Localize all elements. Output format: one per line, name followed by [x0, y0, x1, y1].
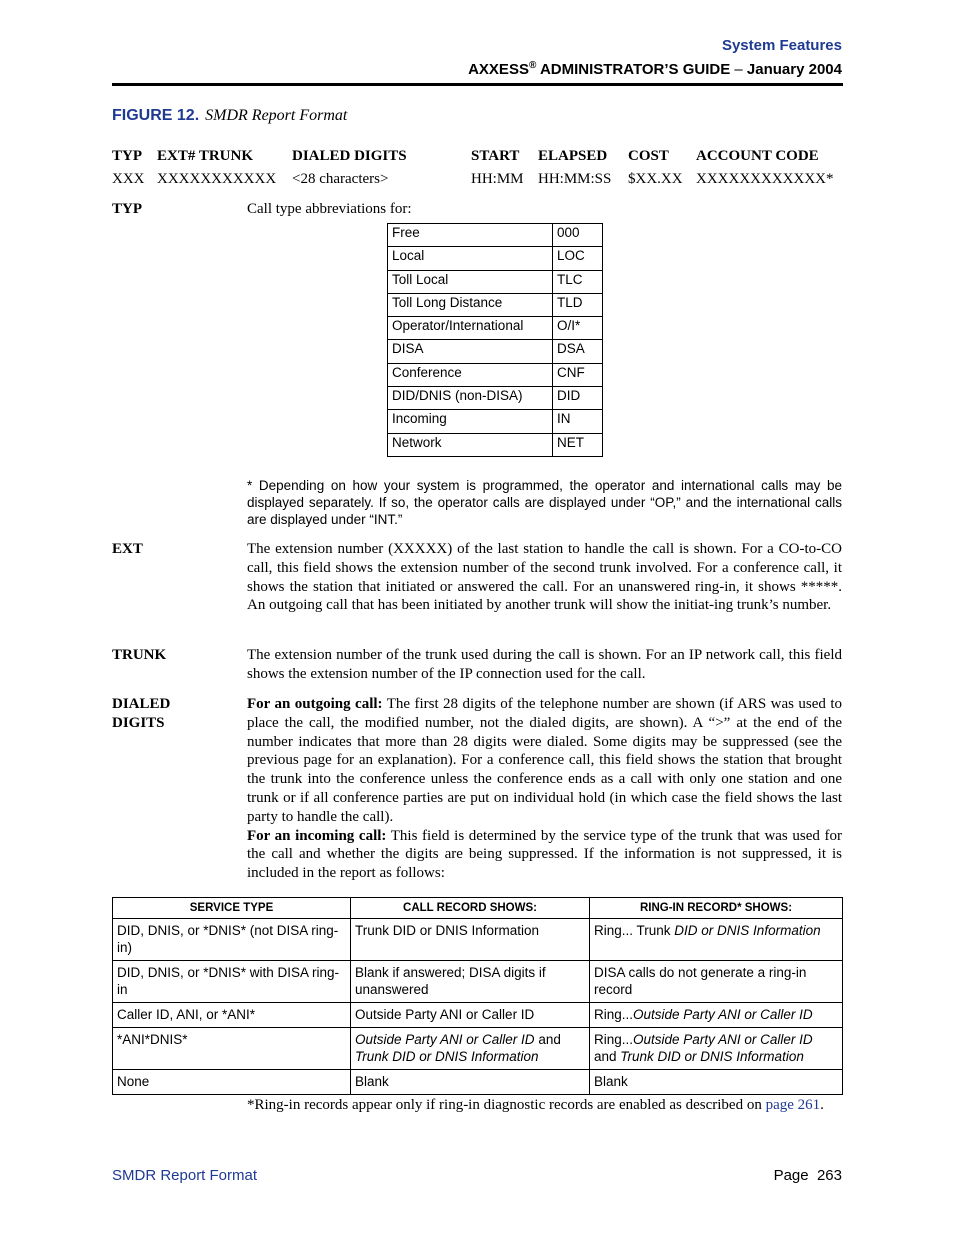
footer-page-number: Page 263	[773, 1167, 842, 1184]
format-value-dialed: <28 characters>	[292, 171, 389, 187]
format-value-account: XXXXXXXXXXXX*	[696, 171, 834, 187]
format-header-ext-trunk: EXT# TRUNK	[157, 148, 253, 164]
table-row	[388, 293, 603, 316]
abbr-call-type: Free	[388, 224, 553, 247]
abbr-call-type: Incoming	[388, 410, 553, 433]
format-header-elapsed: ELAPSED	[538, 148, 608, 164]
table-row	[113, 919, 843, 961]
incoming-label: For an incoming call:	[247, 827, 387, 844]
abbr-call-type: DISA	[388, 340, 553, 363]
page-261-link[interactable]: page 261	[765, 1097, 821, 1113]
abbr-call-type: Toll Local	[388, 270, 553, 293]
abbr-code: TLC	[553, 270, 603, 293]
abbr-code: O/I*	[553, 317, 603, 340]
abbr-call-type: Operator/International	[388, 317, 553, 340]
table-header-row	[113, 898, 843, 919]
outgoing-label: For an outgoing call:	[247, 696, 383, 712]
column-header-service-type: SERVICE TYPE	[113, 898, 351, 919]
ring-in-record-cell: DISA calls do not generate a ring-in record	[590, 961, 843, 1003]
abbr-call-type: DID/DNIS (non-DISA)	[388, 387, 553, 410]
operator-note: * Depending on how your system is programmed, the operator and international calls may be displayed separately. If so, the operator calls are displayed under “OP,” and the international calls are displayed under “INT.”	[247, 478, 842, 527]
service-type-cell: *ANI*DNIS*	[113, 1028, 351, 1070]
incoming-text: This field is determined by the service type of the trunk that was used for the call and whether the digits are being suppressed. If the information is not suppressed, it is included in the report as follows:	[247, 827, 842, 882]
format-header-account: ACCOUNT CODE	[696, 148, 819, 164]
service-type-cell: Caller ID, ANI, or *ANI*	[113, 1003, 351, 1028]
ring-in-record-cell: Blank	[590, 1070, 843, 1095]
trunk-description: The extension number of the trunk used during the call is shown. For an IP network call, this field shows the extension number of the IP connection used for the call.	[247, 647, 842, 682]
term-dialed-digits	[112, 695, 170, 733]
service-type-table	[112, 897, 843, 1095]
format-value-ext-trunk: XXXXXXXXXXX	[157, 171, 277, 187]
table-row	[388, 340, 603, 363]
ring-in-record-cell: Ring... Trunk DID or DNIS Information	[590, 919, 843, 961]
typ-intro: Call type abbreviations for:	[247, 201, 412, 217]
outgoing-text: The first 28 digits of the telephone number are shown (if ARS was used to place the call, the modified number, not the dialed digits, are shown). A “>” at the end of the number indicates that more than 28 digits were dialed. Some digits may be suppressed (see the previous page for an explanation). For a conference call, this field shows the station that brought the trunk into the conference unless the conference ends as a call with only one station and one trunk or if all conference parties are put on individual hold (in which case the field shows the last party to handle the call).	[247, 696, 842, 825]
abbr-code: LOC	[553, 247, 603, 270]
abbr-call-type: Conference	[388, 363, 553, 386]
table-row	[388, 270, 603, 293]
table-row	[113, 961, 843, 1003]
term-dialed-line1: DIALED	[112, 696, 171, 712]
figure-title: SMDR Report Format	[205, 107, 348, 124]
outgoing-call-paragraph	[247, 695, 842, 827]
abbreviation-table	[387, 223, 603, 457]
abbr-call-type: Toll Long Distance	[388, 293, 553, 316]
table-row	[388, 433, 603, 456]
guide-title: AXXESS® ADMINISTRATOR’S GUIDE – January 2004	[468, 60, 842, 78]
ring-in-record-cell: Ring...Outside Party ANI or Caller ID and Trunk DID or DNIS Information	[590, 1028, 843, 1070]
header-rule	[112, 83, 843, 86]
format-value-typ: XXX	[112, 171, 145, 187]
column-header-ring-in-record: RING-IN RECORD* SHOWS:	[590, 898, 843, 919]
table-row	[388, 363, 603, 386]
abbr-code: 000	[553, 224, 603, 247]
dialed-digits-description	[247, 695, 842, 883]
abbr-code: DSA	[553, 340, 603, 363]
column-header-call-record: CALL RECORD SHOWS:	[351, 898, 590, 919]
service-type-cell: DID, DNIS, or *DNIS* with DISA ring-in	[113, 961, 351, 1003]
table-row	[388, 387, 603, 410]
format-header-dialed: DIALED DIGITS	[292, 148, 407, 164]
service-type-cell: None	[113, 1070, 351, 1095]
footer-section-title: SMDR Report Format	[112, 1167, 258, 1184]
term-typ: TYP	[112, 201, 142, 217]
call-record-cell: Trunk DID or DNIS Information	[351, 919, 590, 961]
abbr-call-type: Local	[388, 247, 553, 270]
incoming-call-paragraph	[247, 827, 842, 883]
ring-in-record-cell: Ring...Outside Party ANI or Caller ID	[590, 1003, 843, 1028]
table-row	[388, 247, 603, 270]
format-value-elapsed: HH:MM:SS	[538, 171, 612, 187]
abbr-code: TLD	[553, 293, 603, 316]
abbr-code: IN	[553, 410, 603, 433]
call-record-cell: Outside Party ANI or Caller ID	[351, 1003, 590, 1028]
table-row	[113, 1003, 843, 1028]
abbr-code: CNF	[553, 363, 603, 386]
term-trunk: TRUNK	[112, 647, 167, 663]
table-row	[388, 410, 603, 433]
term-dialed-line2: DIGITS	[112, 715, 165, 731]
call-record-cell: Blank if answered; DISA digits if unanswered	[351, 961, 590, 1003]
format-value-cost: $XX.XX	[628, 171, 683, 187]
figure-number: FIGURE 12.	[112, 107, 200, 124]
table-row	[113, 1070, 843, 1095]
ext-description: The extension number (XXXXX) of the last station to handle the call is shown. For a CO-to-CO call, this field shows the extension number of the second trunk involved. For a conference call, it shows the station that initiated or answered the call. For an unanswered ring-in, it shows *****. An outgoing call that has been initiated by another trunk will show the initiat-ing trunk’s number.	[247, 541, 842, 614]
abbr-code: NET	[553, 433, 603, 456]
format-header-start: START	[471, 148, 520, 164]
call-record-cell: Outside Party ANI or Caller ID and Trunk DID or DNIS Information	[351, 1028, 590, 1070]
call-record-cell: Blank	[351, 1070, 590, 1095]
service-type-cell: DID, DNIS, or *DNIS* (not DISA ring-in)	[113, 919, 351, 961]
figure-caption	[112, 107, 347, 125]
term-ext: EXT	[112, 541, 143, 557]
format-header-cost: COST	[628, 148, 669, 164]
section-title: System Features	[721, 37, 842, 54]
format-header-typ: TYP	[112, 148, 142, 164]
format-value-start: HH:MM	[471, 171, 524, 187]
ring-in-footnote: *Ring-in records appear only if ring-in diagnostic records are enabled as described on page 261.	[247, 1097, 824, 1113]
table-row	[388, 317, 603, 340]
table-row	[113, 1028, 843, 1070]
abbr-call-type: Network	[388, 433, 553, 456]
table-row	[388, 224, 603, 247]
abbr-code: DID	[553, 387, 603, 410]
